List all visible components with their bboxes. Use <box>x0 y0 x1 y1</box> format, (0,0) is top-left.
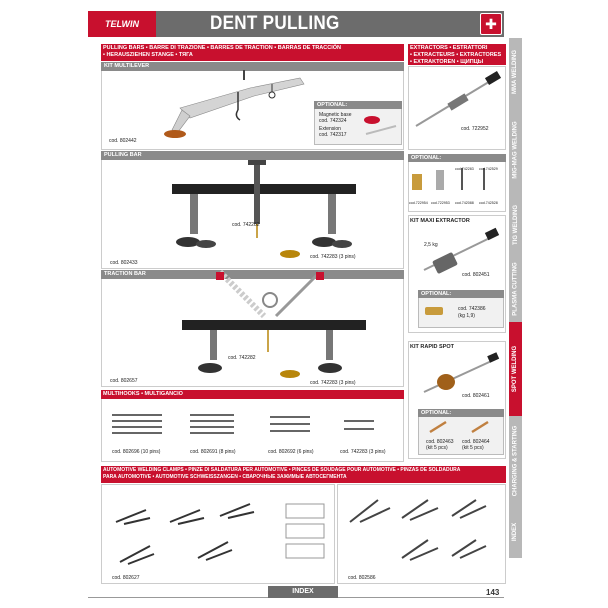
side-tabs <box>509 38 522 558</box>
tab-spot-welding[interactable]: SPOT WELDING <box>509 322 522 417</box>
maxi-optional-code: cod. 742386 <box>458 306 486 312</box>
page-title: DENT PULLING <box>210 13 340 34</box>
traction-bar-code: cod. 802657 <box>110 378 138 384</box>
multihook-8-code: cod. 802691 (8 pins) <box>190 449 236 455</box>
traction-bar-hook-code: cod. 742282 <box>228 355 256 361</box>
multilever-optional-label: OPTIONAL: <box>314 101 402 109</box>
brand-logo: TELWIN <box>88 11 156 37</box>
tab-mma-welding[interactable]: MMA WELDING <box>509 38 522 107</box>
maxi-optional-image <box>424 304 446 318</box>
maxi-extractor-label: KIT MAXI EXTRACTOR <box>410 218 470 224</box>
rapid-optional-images <box>420 420 504 434</box>
traction-bar-heading: TRACTION BAR <box>101 270 404 279</box>
pulling-bars-heading: PULLING BARS • BARRE DI TRAZIONE • BARRES DE TRACTION • BARRAS DE TRACCIÓN • HERAUSZIEHEN STANGE • ТЯГА <box>101 44 404 61</box>
traction-bar-illustration <box>180 272 370 382</box>
clamps-left-illustration <box>110 492 330 572</box>
rapid-spot-illustration <box>420 352 502 398</box>
rapid-spot-label: KIT RAPID SPOT <box>410 344 455 350</box>
multilever-illustration <box>160 70 320 145</box>
clamps-right-illustration <box>344 492 502 572</box>
multihook-3-code: cod. 742283 (3 pins) <box>340 449 386 455</box>
rapid-opt-2-code: cod. 802464 <box>462 439 490 445</box>
extension-code: cod. 742317 <box>319 132 347 138</box>
clamps-right-code: cod. 802586 <box>348 575 376 581</box>
tab-plasma-cutting[interactable]: PLASMA CUTTING <box>509 256 522 323</box>
kit-multilever-heading: KIT MULTILEVER <box>101 62 404 71</box>
maxi-extractor-code: cod. 802451 <box>462 272 490 278</box>
magnetic-base-code: cod. 742324 <box>319 118 347 124</box>
tab-tig-welding[interactable]: TIG WELDING <box>509 194 522 257</box>
extractor-code: cod. 722952 <box>461 126 489 132</box>
ext-opt-3-extra: cod.742088 <box>455 201 474 205</box>
multihooks-illustration <box>108 405 398 445</box>
ext-opt-4-code: cod.742529 <box>479 167 498 171</box>
rapid-opt-2-desc: (kit 5 pcs) <box>462 445 484 451</box>
maxi-optional-weight: (kg 1,9) <box>458 313 475 319</box>
pulling-bar-hook-code: cod. 742282 <box>232 222 260 228</box>
extractor-optional-label: OPTIONAL: <box>408 154 506 162</box>
multihook-6-code: cod. 802692 (6 pins) <box>268 449 314 455</box>
ext-opt-3-code: cod.742283 <box>455 167 474 171</box>
clamps-left-code: cod. 802627 <box>112 575 140 581</box>
magnetic-base-label: Magnetic base <box>319 112 352 118</box>
pulling-bar-code: cod. 802433 <box>110 260 138 266</box>
extractor-illustration <box>412 72 504 132</box>
tab-charging-starting[interactable]: CHARGING & STARTING <box>509 416 522 507</box>
maxi-optional-label: OPTIONAL: <box>418 290 504 298</box>
ext-opt-4-extra: cod.742528 <box>479 201 498 205</box>
extension-label: Extension <box>319 126 341 132</box>
clamps-heading: AUTOMOTIVE WELDING CLAMPS • PINZE DI SALDATURA PER AUTOMOTIVE • PINCES DE SOUDAGE POUR AUTOMOTIVE • PINZAS DE SOLDADURA PARA AUTOMOTIVE • AUTOMOTIVE SCHWEISSZANGEN • СВАРОЧНЫЕ ЗАЖИМЫЕ АВТОСЕГМЕНТА <box>101 466 506 483</box>
ext-opt-1-code: cod.722954 <box>409 201 428 205</box>
rapid-opt-1-code: cod. 802463 <box>426 439 454 445</box>
kit-multilever-code: cod. 802442 <box>109 138 137 144</box>
tab-index[interactable]: INDEX <box>509 506 522 559</box>
maxi-weight: 2,5 kg <box>424 242 438 248</box>
multihook-10-code: cod. 802696 (10 pins) <box>112 449 161 455</box>
pulling-bar-pins-code: cod. 742283 (3 pins) <box>310 254 356 260</box>
extractors-heading: EXTRACTORS • ESTRATTORI • EXTRACTEURS • EXTRACTORES • EXTRAKTOREN • ЩИПЦЫ <box>408 44 506 65</box>
traction-bar-pins-code: cod. 742283 (3 pins) <box>310 380 356 386</box>
pulling-bar-heading: PULLING BAR <box>101 151 404 160</box>
multihooks-heading: MULTIHOOKS • MULTIGANCIO <box>101 390 404 399</box>
footer-index-button[interactable]: INDEX <box>268 586 338 598</box>
plus-icon: ✚ <box>480 13 502 35</box>
tab-mig-mag-welding[interactable]: MIG-MAG WELDING <box>509 106 522 195</box>
ext-opt-2-code: cod.722953 <box>431 201 450 205</box>
pulling-bar-illustration <box>170 158 360 263</box>
rapid-opt-1-desc: (kit 5 pcs) <box>426 445 448 451</box>
magnetic-base-image <box>360 112 400 142</box>
rapid-spot-code: cod. 802461 <box>462 393 490 399</box>
page-number: 143 <box>486 588 500 597</box>
rapid-optional-label: OPTIONAL: <box>418 409 504 417</box>
